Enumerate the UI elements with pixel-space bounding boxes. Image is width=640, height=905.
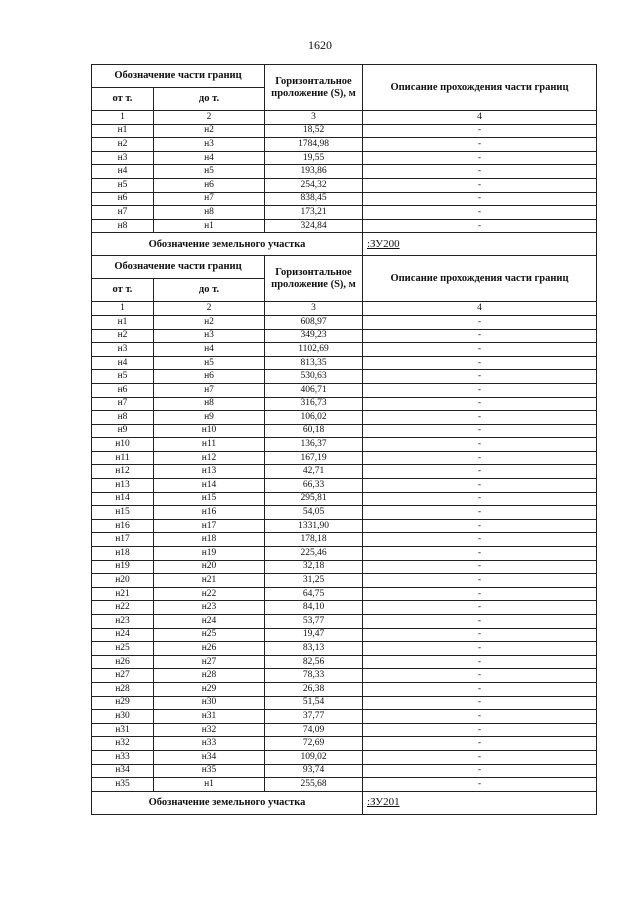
table-row (92, 506, 597, 520)
table-row (92, 356, 597, 370)
header-distance: Горизонтальное проложение (S), м (265, 65, 363, 111)
table-header-row (92, 65, 597, 88)
distance-value: 324,84 (265, 219, 363, 233)
table-row (92, 682, 597, 696)
to-point: н26 (154, 642, 265, 656)
description-value: - (363, 411, 597, 425)
column-number: 2 (154, 302, 265, 316)
to-point: н2 (154, 124, 265, 138)
table-row (92, 778, 597, 792)
table-row (92, 315, 597, 329)
from-point: н35 (92, 778, 154, 792)
boundary-table-body (92, 65, 597, 815)
from-point: н24 (92, 628, 154, 642)
from-point: н30 (92, 710, 154, 724)
table-row (92, 465, 597, 479)
column-number: 3 (265, 302, 363, 316)
from-point: н3 (92, 151, 154, 165)
distance-value: 53,77 (265, 615, 363, 629)
distance-value: 608,97 (265, 315, 363, 329)
distance-value: 60,18 (265, 424, 363, 438)
header-from: от т. (92, 279, 154, 302)
to-point: н8 (154, 206, 265, 220)
distance-value: 31,25 (265, 574, 363, 588)
from-point: н33 (92, 750, 154, 764)
table-row (92, 151, 597, 165)
table-row (92, 574, 597, 588)
from-point: н17 (92, 533, 154, 547)
table-row (92, 438, 597, 452)
description-value: - (363, 206, 597, 220)
table-row (92, 479, 597, 493)
header-to: до т. (154, 88, 265, 111)
from-point: н12 (92, 465, 154, 479)
from-point: н32 (92, 737, 154, 751)
from-point: н20 (92, 574, 154, 588)
table-row (92, 165, 597, 179)
to-point: н6 (154, 178, 265, 192)
description-value: - (363, 343, 597, 357)
parcel-code: :ЗУ201 (363, 791, 597, 814)
table-row (92, 696, 597, 710)
to-point: н7 (154, 383, 265, 397)
description-value: - (363, 329, 597, 343)
column-number: 4 (363, 302, 597, 316)
distance-value: 193,86 (265, 165, 363, 179)
distance-value: 64,75 (265, 587, 363, 601)
from-point: н23 (92, 615, 154, 629)
table-row (92, 370, 597, 384)
description-value: - (363, 397, 597, 411)
to-point: н11 (154, 438, 265, 452)
to-point: н17 (154, 519, 265, 533)
distance-value: 19,47 (265, 628, 363, 642)
distance-value: 225,46 (265, 547, 363, 561)
distance-value: 167,19 (265, 451, 363, 465)
distance-value: 42,71 (265, 465, 363, 479)
distance-value: 66,33 (265, 479, 363, 493)
from-point: н18 (92, 547, 154, 561)
table-row (92, 601, 597, 615)
column-number: 4 (363, 111, 597, 125)
header-boundary-parts: Обозначение части границ (92, 65, 265, 88)
to-point: н28 (154, 669, 265, 683)
description-value: - (363, 642, 597, 656)
distance-value: 813,35 (265, 356, 363, 370)
distance-value: 19,55 (265, 151, 363, 165)
table-row (92, 642, 597, 656)
distance-value: 349,23 (265, 329, 363, 343)
description-value: - (363, 219, 597, 233)
to-point: н33 (154, 737, 265, 751)
from-point: н31 (92, 723, 154, 737)
distance-value: 1784,98 (265, 138, 363, 152)
distance-value: 84,10 (265, 601, 363, 615)
description-value: - (363, 479, 597, 493)
table-row (92, 192, 597, 206)
table-row (92, 615, 597, 629)
from-point: н7 (92, 397, 154, 411)
to-point: н13 (154, 465, 265, 479)
distance-value: 173,21 (265, 206, 363, 220)
description-value: - (363, 151, 597, 165)
table-row (92, 669, 597, 683)
distance-value: 26,38 (265, 682, 363, 696)
to-point: н27 (154, 655, 265, 669)
from-point: н2 (92, 138, 154, 152)
description-value: - (363, 465, 597, 479)
from-point: н25 (92, 642, 154, 656)
parcel-row (92, 791, 597, 814)
from-point: н28 (92, 682, 154, 696)
description-value: - (363, 723, 597, 737)
table-row (92, 547, 597, 561)
to-point: н6 (154, 370, 265, 384)
description-value: - (363, 165, 597, 179)
description-value: - (363, 669, 597, 683)
to-point: н5 (154, 165, 265, 179)
table-row (92, 343, 597, 357)
from-point: н4 (92, 165, 154, 179)
to-point: н2 (154, 315, 265, 329)
description-value: - (363, 438, 597, 452)
to-point: н30 (154, 696, 265, 710)
to-point: н8 (154, 397, 265, 411)
description-value: - (363, 764, 597, 778)
header-description: Описание прохождения части границ (363, 65, 597, 111)
description-value: - (363, 383, 597, 397)
distance-value: 72,69 (265, 737, 363, 751)
from-point: н2 (92, 329, 154, 343)
distance-value: 18,52 (265, 124, 363, 138)
description-value: - (363, 533, 597, 547)
from-point: н13 (92, 479, 154, 493)
from-point: н34 (92, 764, 154, 778)
distance-value: 1102,69 (265, 343, 363, 357)
from-point: н5 (92, 370, 154, 384)
to-point: н3 (154, 138, 265, 152)
table-row (92, 764, 597, 778)
header-to: до т. (154, 279, 265, 302)
table-header-row (92, 256, 597, 279)
table-row (92, 206, 597, 220)
to-point: н15 (154, 492, 265, 506)
from-point: н16 (92, 519, 154, 533)
to-point: н4 (154, 151, 265, 165)
from-point: н8 (92, 219, 154, 233)
from-point: н1 (92, 124, 154, 138)
description-value: - (363, 778, 597, 792)
page-number: 1620 (308, 38, 332, 52)
from-point: н19 (92, 560, 154, 574)
distance-value: 178,18 (265, 533, 363, 547)
table-row (92, 219, 597, 233)
description-value: - (363, 587, 597, 601)
description-value: - (363, 370, 597, 384)
parcel-label: Обозначение земельного участка (92, 233, 363, 256)
distance-value: 51,54 (265, 696, 363, 710)
table-row (92, 560, 597, 574)
to-point: н1 (154, 778, 265, 792)
to-point: н7 (154, 192, 265, 206)
description-value: - (363, 356, 597, 370)
header-boundary-parts: Обозначение части границ (92, 256, 265, 279)
from-point: н4 (92, 356, 154, 370)
from-point: н26 (92, 655, 154, 669)
table-row (92, 178, 597, 192)
distance-value: 93,74 (265, 764, 363, 778)
table-row (92, 750, 597, 764)
description-value: - (363, 124, 597, 138)
description-value: - (363, 682, 597, 696)
description-value: - (363, 737, 597, 751)
description-value: - (363, 138, 597, 152)
from-point: н7 (92, 206, 154, 220)
from-point: н10 (92, 438, 154, 452)
to-point: н14 (154, 479, 265, 493)
distance-value: 136,37 (265, 438, 363, 452)
distance-value: 838,45 (265, 192, 363, 206)
to-point: н12 (154, 451, 265, 465)
description-value: - (363, 750, 597, 764)
from-point: н3 (92, 343, 154, 357)
to-point: н18 (154, 533, 265, 547)
table-row (92, 451, 597, 465)
from-point: н22 (92, 601, 154, 615)
description-value: - (363, 710, 597, 724)
to-point: н19 (154, 547, 265, 561)
description-value: - (363, 192, 597, 206)
description-value: - (363, 492, 597, 506)
distance-value: 54,05 (265, 506, 363, 520)
distance-value: 406,71 (265, 383, 363, 397)
to-point: н32 (154, 723, 265, 737)
description-value: - (363, 519, 597, 533)
column-number: 3 (265, 111, 363, 125)
distance-value: 82,56 (265, 655, 363, 669)
from-point: н9 (92, 424, 154, 438)
table-row (92, 424, 597, 438)
distance-value: 32,18 (265, 560, 363, 574)
to-point: н20 (154, 560, 265, 574)
to-point: н1 (154, 219, 265, 233)
distance-value: 1331,90 (265, 519, 363, 533)
description-value: - (363, 560, 597, 574)
description-value: - (363, 315, 597, 329)
from-point: н21 (92, 587, 154, 601)
to-point: н9 (154, 411, 265, 425)
table-row (92, 492, 597, 506)
distance-value: 295,81 (265, 492, 363, 506)
from-point: н5 (92, 178, 154, 192)
table-row (92, 655, 597, 669)
to-point: н3 (154, 329, 265, 343)
to-point: н29 (154, 682, 265, 696)
description-value: - (363, 424, 597, 438)
from-point: н1 (92, 315, 154, 329)
description-value: - (363, 655, 597, 669)
to-point: н24 (154, 615, 265, 629)
column-numbers-row (92, 302, 597, 316)
description-value: - (363, 178, 597, 192)
table-row (92, 737, 597, 751)
from-point: н6 (92, 383, 154, 397)
description-value: - (363, 696, 597, 710)
table-row (92, 329, 597, 343)
description-value: - (363, 574, 597, 588)
to-point: н10 (154, 424, 265, 438)
table-row (92, 723, 597, 737)
column-numbers-row (92, 111, 597, 125)
to-point: н22 (154, 587, 265, 601)
from-point: н6 (92, 192, 154, 206)
distance-value: 106,02 (265, 411, 363, 425)
table-row (92, 587, 597, 601)
table-row (92, 124, 597, 138)
table-row (92, 533, 597, 547)
header-description: Описание прохождения части границ (363, 256, 597, 302)
description-value: - (363, 451, 597, 465)
description-value: - (363, 547, 597, 561)
description-value: - (363, 628, 597, 642)
to-point: н31 (154, 710, 265, 724)
header-from: от т. (92, 88, 154, 111)
boundary-table (91, 64, 597, 815)
distance-value: 74,09 (265, 723, 363, 737)
column-number: 2 (154, 111, 265, 125)
to-point: н4 (154, 343, 265, 357)
distance-value: 78,33 (265, 669, 363, 683)
distance-value: 316,73 (265, 397, 363, 411)
from-point: н15 (92, 506, 154, 520)
distance-value: 83,13 (265, 642, 363, 656)
distance-value: 109,02 (265, 750, 363, 764)
distance-value: 255,68 (265, 778, 363, 792)
description-value: - (363, 506, 597, 520)
table-row (92, 628, 597, 642)
table-row (92, 383, 597, 397)
to-point: н35 (154, 764, 265, 778)
to-point: н21 (154, 574, 265, 588)
distance-value: 254,32 (265, 178, 363, 192)
description-value: - (363, 615, 597, 629)
to-point: н34 (154, 750, 265, 764)
distance-value: 530,63 (265, 370, 363, 384)
to-point: н16 (154, 506, 265, 520)
distance-value: 37,77 (265, 710, 363, 724)
from-point: н27 (92, 669, 154, 683)
parcel-label: Обозначение земельного участка (92, 791, 363, 814)
table-row (92, 411, 597, 425)
table-row (92, 519, 597, 533)
to-point: н5 (154, 356, 265, 370)
from-point: н11 (92, 451, 154, 465)
parcel-code: :ЗУ200 (363, 233, 597, 256)
to-point: н23 (154, 601, 265, 615)
description-value: - (363, 601, 597, 615)
column-number: 1 (92, 111, 154, 125)
table-row (92, 710, 597, 724)
from-point: н8 (92, 411, 154, 425)
parcel-row (92, 233, 597, 256)
header-distance: Горизонтальное проложение (S), м (265, 256, 363, 302)
table-row (92, 397, 597, 411)
from-point: н29 (92, 696, 154, 710)
table-row (92, 138, 597, 152)
to-point: н25 (154, 628, 265, 642)
from-point: н14 (92, 492, 154, 506)
column-number: 1 (92, 302, 154, 316)
